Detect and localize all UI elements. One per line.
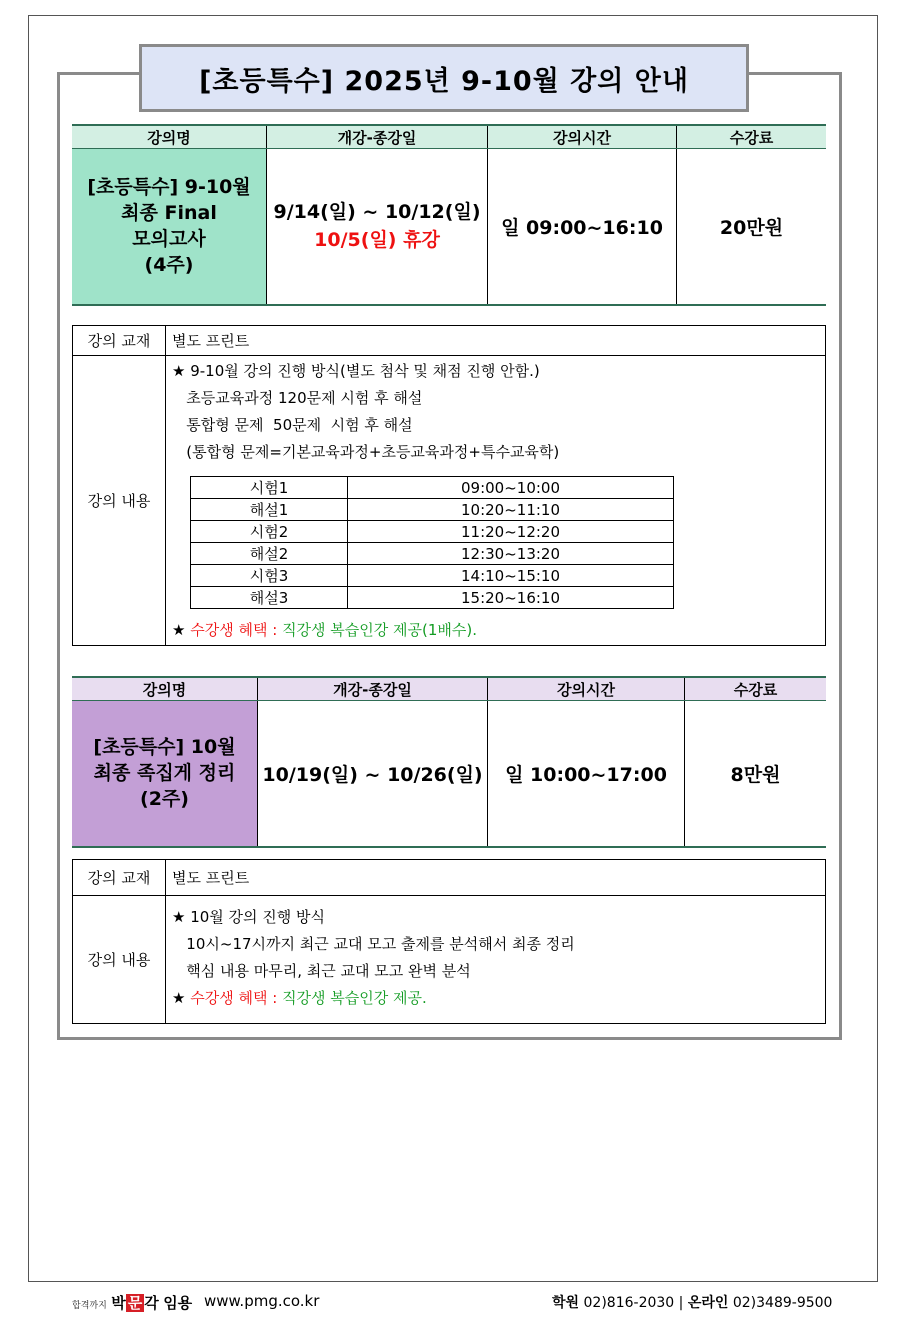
course2-benefit: ★ 수강생 혜택 : 직강생 복습인강 제공. xyxy=(172,989,427,1007)
header-period: 개강-종강일 xyxy=(258,677,488,701)
footer-website[interactable]: www.pmg.co.kr xyxy=(204,1292,320,1310)
course2-name: [초등특수] 10월 최종 족집게 정리 (2주) xyxy=(72,701,258,847)
content-line: ★ 9-10월 강의 진행 방식(별도 첨삭 및 채점 진행 안함.) xyxy=(172,362,540,380)
course2-time: 일 10:00~17:00 xyxy=(488,701,685,847)
course1-benefit: ★ 수강생 혜택 : 직강생 복습인강 제공(1배수). xyxy=(172,621,478,639)
header-course-name: 강의명 xyxy=(72,677,258,701)
course1-content-table xyxy=(72,325,826,646)
header-period: 개강-종강일 xyxy=(267,125,488,149)
schedule-row: 해설1 10:20~11:10 xyxy=(191,499,674,521)
course1-content xyxy=(166,356,826,646)
course1-holiday: 10/5(일) 휴강 xyxy=(314,229,440,252)
course1-textbook-label: 강의 교재 xyxy=(73,326,166,356)
header-course-name: 강의명 xyxy=(72,125,267,149)
course2-textbook: 별도 프린트 xyxy=(166,860,826,896)
course1-content-label: 강의 내용 xyxy=(73,356,166,646)
course1-fee: 20만원 xyxy=(677,149,827,305)
course2-content-label: 강의 내용 xyxy=(73,896,166,1024)
content-line: 핵심 내용 마무리, 최근 교대 모고 완벽 분석 xyxy=(172,962,471,980)
course1-info-table xyxy=(72,124,826,306)
exam-schedule-table xyxy=(190,476,674,609)
content-line: 통합형 문제 50문제 시험 후 해설 xyxy=(172,416,413,434)
course1-time: 일 09:00~16:10 xyxy=(488,149,677,305)
footer-logo: 합격까지 박 문 각 임용 xyxy=(72,1294,193,1312)
header-time: 강의시간 xyxy=(488,125,677,149)
content-line: (통합형 문제=기본교육과정+초등교육과정+특수교육학) xyxy=(172,443,560,461)
course2-fee: 8만원 xyxy=(685,701,827,847)
footer-contact: 학원 02)816-2030 | 온라인 02)3489-9500 xyxy=(552,1295,833,1311)
course2-period: 10/19(일) ~ 10/26(일) xyxy=(258,701,488,847)
schedule-row: 해설3 15:20~16:10 xyxy=(191,587,674,609)
header-fee: 수강료 xyxy=(677,125,827,149)
header-fee: 수강료 xyxy=(685,677,827,701)
schedule-row: 해설2 12:30~13:20 xyxy=(191,543,674,565)
course1-period: 9/14(일) ~ 10/12(일) 10/5(일) 휴강 xyxy=(267,149,488,305)
course2-content xyxy=(166,896,826,1024)
course1-textbook: 별도 프린트 xyxy=(166,326,826,356)
content-line: 초등교육과정 120문제 시험 후 해설 xyxy=(172,389,423,407)
schedule-row: 시험3 14:10~15:10 xyxy=(191,565,674,587)
content-line: 10시~17시까지 최근 교대 모고 출제를 분석해서 최종 정리 xyxy=(172,935,575,953)
schedule-row: 시험2 11:20~12:20 xyxy=(191,521,674,543)
schedule-row: 시험1 09:00~10:00 xyxy=(191,477,674,499)
course2-content-table xyxy=(72,859,826,1024)
course1-name: [초등특수] 9-10월 최종 Final 모의고사 (4주) xyxy=(72,149,267,305)
course2-textbook-label: 강의 교재 xyxy=(73,860,166,896)
content-line: ★ 10월 강의 진행 방식 xyxy=(172,908,326,926)
course2-info-table xyxy=(72,676,826,848)
header-time: 강의시간 xyxy=(488,677,685,701)
page-title: [초등특수] 2025년 9-10월 강의 안내 xyxy=(139,44,749,112)
